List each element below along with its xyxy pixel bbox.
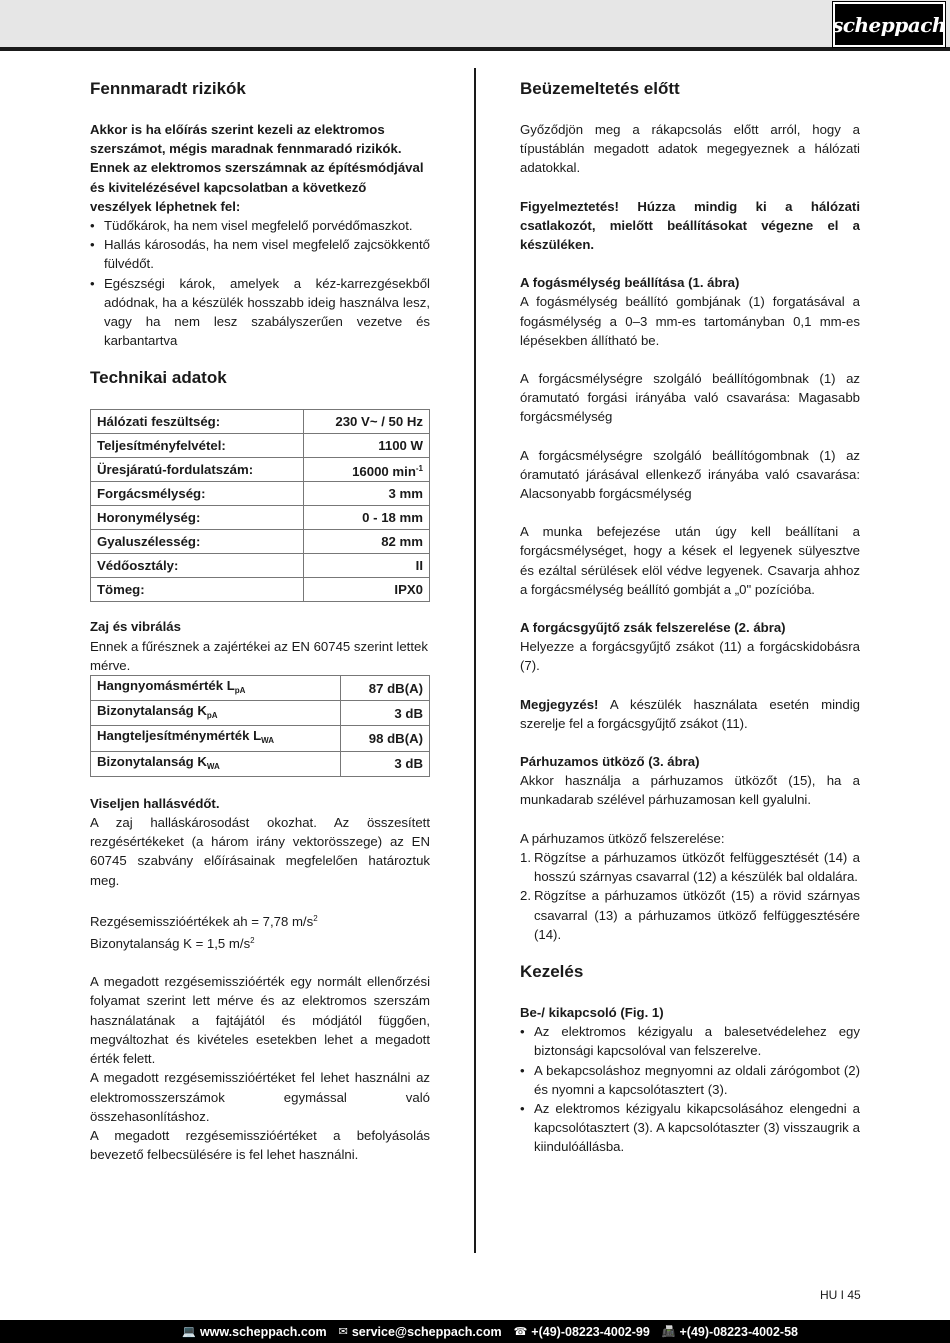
heading-technical-data: Technikai adatok [90,368,227,388]
noise-title: Zaj és vibrálás [90,619,181,635]
list-item: • Hallás károsodás, ha nem visel megfelelő zajcsökkentő fülvédőt. [90,235,430,273]
right-column [520,78,860,1157]
footer-fax: 📠 +(49)-08223-4002-58 [661,1324,798,1339]
hearing-title: Viseljen hallásvédőt. [90,795,220,811]
switch-title: Be-/ kikapcsoló (Fig. 1) [520,1004,664,1020]
risks-list [90,216,430,350]
noise-table [90,675,430,777]
page-number: HU I 45 [820,1288,861,1302]
bag-text: Helyezze a forgácsgyűjtő zsákot (11) a forgácskidobásra (7). [520,639,860,674]
bag-title: A forgácsgyűjtő zsák felszerelése (2. ábra) [520,620,786,636]
footer-phone: ☎ +(49)-08223-4002-99 [513,1324,650,1339]
left-column [90,78,430,1164]
brand-logo-text: scheppach [832,12,946,37]
note-text: Megjegyzés! A készülék használata esetén mindig szerelje fel a forgácsgyűjtő zsákot (11). [520,696,860,731]
table-row: Üresjáratú-fordulatszám: 16000 $\min^{-1}$ [91,458,430,482]
list-item: • A bekapcsoláshoz megnyomni az oldali zárógombot (2) és nyomni a kapcsolótasztert (3). [520,1061,860,1099]
list-item: • Az elektromos kézigyalu a balesetvédelehez egy biztonsági kapcsolóval van felszerelve. [520,1022,860,1060]
phone-icon: ☎ [513,1326,528,1338]
header-rule [0,47,950,51]
list-item: • Az elektromos kézigyalu kikapcsolásához elengedni a kapcsolótasztert (3). A kapcsolótaszter (3) visszaugrik a kiindulóállásba. [520,1099,860,1157]
column-divider [474,68,476,1253]
list-item: • Tüdőkárok, ha nem visel megfelelő porvédőmaszkot. [90,216,430,235]
depth-text: A fogásmélység beállító gombjának (1) forgatásával a fogásmélység a 0–3 mm-es tartományban 0,1 mm-es lépésekben állítható be. [520,294,860,348]
table-row: Hangteljesítménymérték $L_{WA}$ 98 dB(A) [91,726,430,751]
noise-text: Ennek a fűrésznek a zajértékei az EN 60745 szerint lettek mérve. [90,638,428,673]
depth-para-3: A forgácsmélységre szolgáló beállítógombnak (1) az óramutató járásával ellenkező irányába való csavarása: Alacsonyabb forgácsmélység [520,447,860,502]
vibration-para-3: A megadott rezgésemisszióértéket a befolyásolás bevezető felbecsülésére is fel lehet használni. [90,1127,430,1163]
startup-text: Győződjön meg a rákapcsolás előtt arról, hogy a típustáblán megadott adatok megegyeznek a hálózati adatokkal. [520,122,860,176]
depth-title: A fogásmélység beállítása (1. ábra) [520,275,740,291]
computer-icon: 💻 [182,1326,196,1338]
fence-title: Párhuzamos ütköző (3. ábra) [520,754,700,770]
brand-logo [833,2,945,47]
table-row: Hálózati feszültség: 230 V~ / 50 Hz [91,410,430,434]
footer-email[interactable]: ✉ service@scheppach.com [338,1324,502,1339]
table-row: Bizonytalanság $K_{WA}$ 3 dB [91,751,430,776]
list-item: 2. Rögzítse a párhuzamos ütközőt (15) a rövid szárnyas csavarral (13) a párhuzamos ütköző felfüggesztésére (14). [520,888,860,942]
vibration-para-1: A megadott rezgésemisszióérték egy normált ellenőrzési folyamat szerint lett mérve és az elektromos szerszám használatának a fajtájától és módjától függően, megváltozhat és kivételes esetekben lehet a megadott érték felett. [90,974,430,1067]
risks-intro: Akkor is ha előírás szerint kezeli az elektromos szerszámot, mégis maradnak fennmaradó rizikók. Ennek az elektromos szerszámnak az építésmódjával és kivitelézésével kapcsolatban a következő veszélyek léphetnek fel: [90,122,424,214]
depth-para-2: A forgácsmélységre szolgáló beállítógombnak (1) az óramutató forgási irányába való csavarása: Magasabb forgácsmélység [520,371,860,425]
table-row: Védőosztály: II [91,554,430,578]
table-row: Hangnyomásmérték $L_{pA}$ 87 dB(A) [91,676,430,701]
hearing-text: A zaj halláskárosodást okozhat. Az összesített rezgésértékeket (a három irány vektorösszege) az EN 60745 szabvány előírásainak megfelelően határoztuk meg. [90,815,430,888]
table-row: Forgácsmélység: 3 mm [91,482,430,506]
vibration-value: Rezgésemisszióértékek ah = 7,78 $m/s^2$ [90,913,318,929]
fence-intro: A párhuzamos ütköző felszerelése: [520,830,725,846]
switch-list [520,1022,860,1156]
mail-icon: ✉ [338,1326,348,1338]
heading-before-startup: Beüzemeltetés előtt [520,79,680,98]
table-row: Teljesítményfelvétel: 1100 W [91,434,430,458]
heading-residual-risks: Fennmaradt rizikók [90,79,246,98]
list-item: • Egészségi károk, amelyek a kéz-karrezgésekből adódnak, ha a készülék hosszabb ideig használva lesz, vagy ha nem lesz szabályszerűen vezetve és karbantartva [90,274,430,351]
list-item: 1. Rögzítse a párhuzamos ütközőt felfüggesztését (14) a hosszú szárnyas csavarral (12) a készülék bal oldalára. [520,849,860,885]
table-row: Gyaluszélesség: 82 mm [91,530,430,554]
table-row: Horonymélység: 0 - 18 mm [91,506,430,530]
fax-icon: 📠 [661,1326,676,1338]
fence-text: Akkor használja a párhuzamos ütközőt (15), ha a munkadarab szélével párhuzamosan kell gyalulni. [520,773,860,808]
table-row: Tömeg: IPX0 [91,578,430,602]
footer-web[interactable]: 💻 www.scheppach.com [182,1324,327,1339]
vibration-uncertainty: Bizonytalanság K = 1,5 $m/s^2$ [90,936,255,952]
warning-text: Figyelmeztetés! Húzza mindig ki a hálózati csatlakozót, mielőtt beállításokat végezne el a készüléken. [520,198,860,253]
footer-bar [0,1320,950,1343]
depth-para-4: A munka befejezése után úgy kell beállítani a forgácsmélységet, hogy a kések el legyenek sülyesztve és ezáltal sérülések elöl védve legyenek. Csavarja ahhoz a forgácsmélység beállító gombját a „0" pozícióba. [520,524,860,597]
heading-operation: Kezelés [520,961,584,981]
spec-table [90,409,430,602]
fence-steps [520,848,860,944]
vibration-para-2: A megadott rezgésemisszióértéket fel lehet használni az elektromosszerszámok egymással való összehasonlításhoz. [90,1070,430,1124]
header-bar [0,0,950,49]
table-row: Bizonytalanság $K_{pA}$ 3 dB [91,701,430,726]
